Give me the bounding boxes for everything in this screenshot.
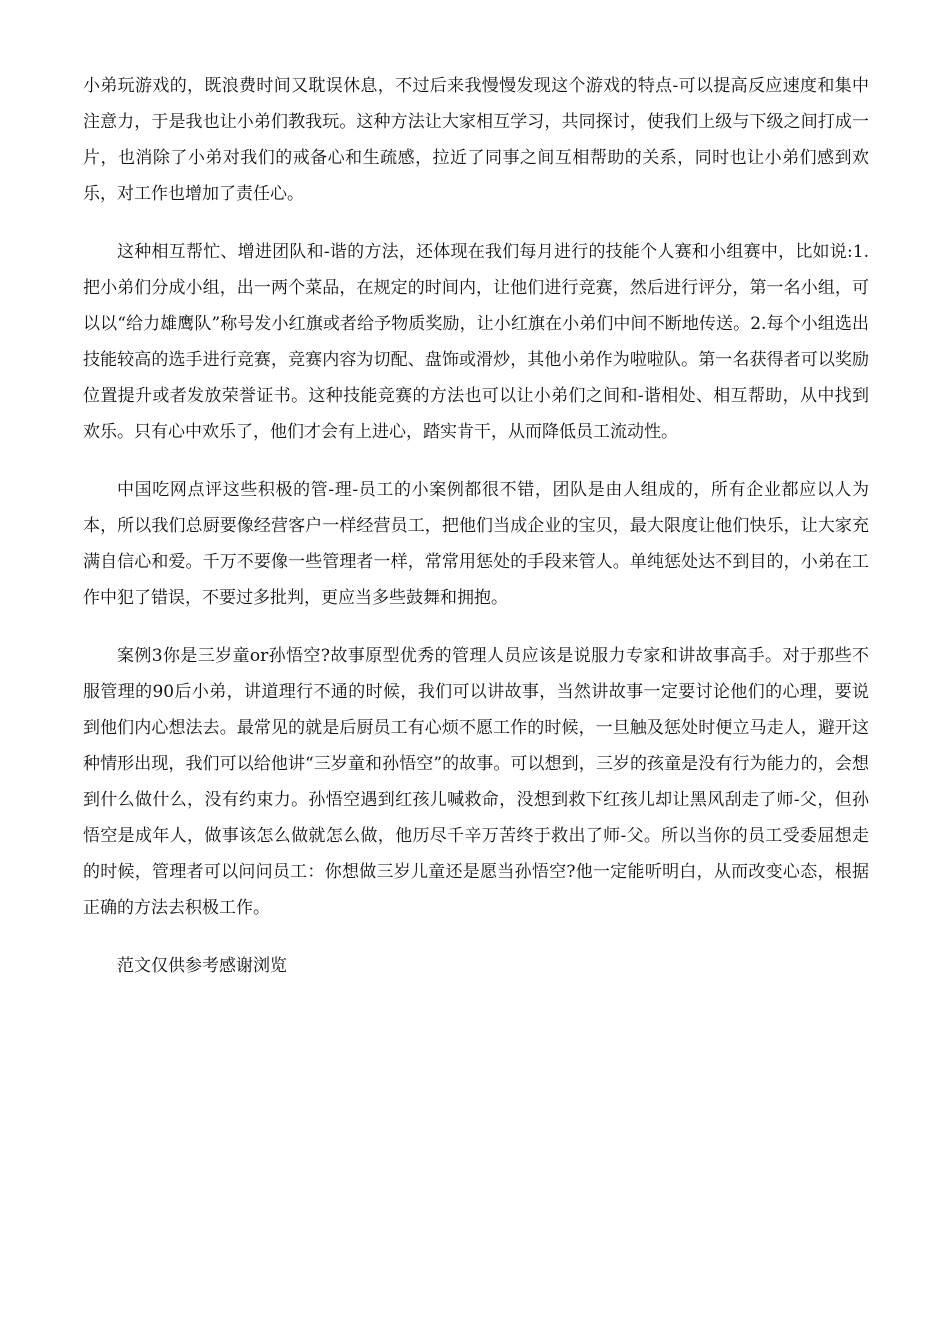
- document-page: [83, 68, 869, 984]
- paragraph-2: 这种相互帮忙、增进团队和-谐的方法，还体现在我们每月进行的技能个人赛和小组赛中，比如说:1.把小弟们分成小组，出一两个菜品，在规定的时间内，让他们进行竞赛，然后进行评分，第一名小组，可以以“给力雄鹰队”称号发小红旗或者给予物质奖励，让小红旗在小弟们中间不断地传送。2.每个小组选出技能较高的选手进行竞赛，竞赛内容为切配、盘饰或滑炒，其他小弟作为啦啦队。第一名获得者可以奖励位置提升或者发放荣誉证书。这种技能竞赛的方法也可以让小弟们之间和-谐相处、相互帮助，从中找到欢乐。只有心中欢乐了，他们才会有上进心，踏实肯干，从而降低员工流动性。: [83, 242, 869, 442]
- paragraph-1: 小弟玩游戏的，既浪费时间又耽误休息，不过后来我慢慢发现这个游戏的特点-可以提高反应速度和集中注意力，于是我也让小弟们教我玩。这种方法让大家相互学习，共同探讨，使我们上级与下级之间打成一片，也消除了小弟对我们的戒备心和生疏感，拉近了同事之间互相帮助的关系，同时也让小弟们感到欢乐，对工作也增加了责任心。: [83, 76, 869, 204]
- paragraph-3: 中国吃网点评这些积极的管-理-员工的小案例都很不错，团队是由人组成的，所有企业都应以人为本，所以我们总厨要像经营客户一样经营员工，把他们当成企业的宝贝，最大限度让他们快乐，让大家充满自信心和爱。千万不要像一些管理者一样，常常用惩处的手段来管人。单纯惩处达不到目的，小弟在工作中犯了错误，不要过多批判，更应当多些鼓舞和拥抱。: [83, 480, 869, 608]
- closing-note: 范文仅供参考感谢浏览: [117, 956, 287, 976]
- paragraph-4: 案例3你是三岁童or孙悟空?故事原型优秀的管理人员应该是说服力专家和讲故事高手。对于那些不服管理的90后小弟，讲道理行不通的时候，我们可以讲故事，当然讲故事一定要讨论他们的心理，要说到他们内心想法去。最常见的就是后厨员工有心烦不愿工作的时候，一旦触及惩处时便立马走人，避开这种情形出现，我们可以给他讲“三岁童和孙悟空”的故事。可以想到，三岁的孩童是没有行为能力的，会想到什么做什么，没有约束力。孙悟空遇到红孩儿喊救命，没想到救下红孩儿却让黑风刮走了师-父，但孙悟空是成年人，做事该怎么做就怎么做，他历尽千辛万苦终于救出了师-父。所以当你的员工受委屈想走的时候，管理者可以问问员工：你想做三岁儿童还是愿当孙悟空?他一定能听明白，从而改变心态，根据正确的方法去积极工作。: [83, 646, 869, 918]
